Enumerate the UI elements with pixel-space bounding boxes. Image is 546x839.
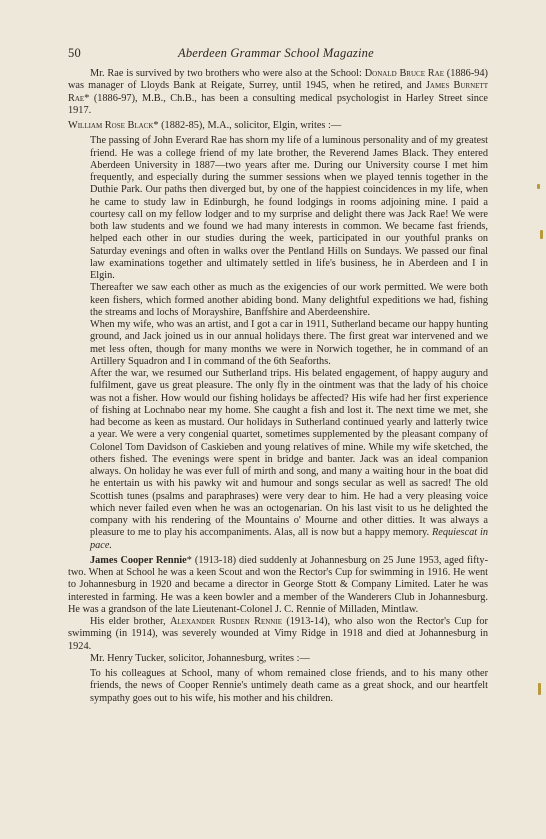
page-number: 50 [68,46,82,60]
quote-paragraph: The passing of John Everard Rae has shorn my life of a luminous personality and of my greatest friend. He was a college friend of my late brother, the Reverend James Black. They entered Aberdeen University in 1887—two years after me. During our University course I met him frequently, and especially during the summer sessions when we played tennis together in the Duthie Park. Our paths then diverged but, by one of the happiest coincidences in my life, when he came to study law in Edinburgh, he found lodgings in rooms adjoining mine. I paid a courtesy call on my fellow lodger and to my surprise and delight there was Jack Rae! We were both law students and we found we had many interests in common. We became fast friends, helped each other in our studies during the week, participated in our youthful pranks on Saturday evenings and often in walks over the Pentland Hills on Sundays. We passed our final law examinations together and ultimately settled in life's business, he in Aberdeen and I in Elgin. [90,135,488,281]
rennie-obituary: James Cooper Rennie* (1913-18) died suddenly at Johannesburg on 25 June 1953, aged fifty-two. When at School he was a keen Scout and won the Rector's Cup for swimming in 1916. He went to Johannesburg in 1920 and became a director in George Stott & Company Limited. Later he was interested in farming. He was a keen bowler and a member of the Wanderers Club in Johannesburg. He was a grandson of the late Lieutenant-Colonel J. C. Rennie of Milladen, Mintlaw. [68,554,488,615]
tucker-intro: Mr. Henry Tucker, solicitor, Johannesburg, writes :— [90,652,310,664]
quote-paragraph: When my wife, who was an artist, and I got a car in 1911, Sutherland became our happy hunting ground, and Jack joined us in our annual holidays there. The first great war intervened and we met less often, though for many months we were in Norwich together, he in command of an Artillery Squadron and I in command of the 6th Seaforths. [90,319,488,367]
person-name: William Rose Black [68,120,154,131]
margin-mark [537,184,540,189]
tucker-quote: To his colleagues at School, many of whom remained close friends, and to his many other friends, the news of Cooper Rennie's untimely death came as a great shock, and our heartfelt sympathy goes out to his wife, his mother and his children. [90,668,488,704]
page-header [68,46,488,64]
brother-paragraph: His elder brother, Alexander Rusden Rennie (1913-14), who also won the Rector's Cup for swimming (in 1914), was severely wounded at Vimy Ridge in 1918 and died at Johannesburg in 1924. [68,616,488,652]
page-body [68,68,488,705]
quote-paragraph: Thereafter we saw each other as much as the exigencies of our work permitted. We were both keen fishers, which formed another abiding bond. Many delightful expeditions we had, fishing the streams and lochs of Morayshire, Banffshire and Aberdeenshire. [90,282,488,318]
running-head: Aberdeen Grammar School Magazine [178,46,374,60]
black-intro: William Rose Black* (1882-85), M.A., solicitor, Elgin, writes :— [68,120,342,131]
margin-mark [538,683,541,695]
latin-closing: Requiescat in pace. [90,527,488,551]
person-name: James Cooper Rennie [90,554,187,566]
person-name: Alexander Rusden Rennie [169,616,282,627]
margin-mark [540,230,543,239]
rae-brothers-paragraph: Mr. Rae is survived by two brothers who were also at the School: Donald Bruce Rae (1886-94) was manager of Lloyds Bank at Reigate, Surrey, until 1945, when he retired, and James Burnett Rae* (1886-97), M.B., Ch.B., has been a consulting medical psychologist in Harley Street since 1917. [68,68,488,116]
person-name: Donald Bruce Rae [364,68,444,79]
quote-paragraph: After the war, we resumed our Sutherland trips. His belated engagement, of happy augury and fulfilment, gave us great pleasure. The only fly in the ointment was that the lady of his choice was not a fisher. How would our fishing holidays be affected? His wife had her first experience of fishing at Lochnabo near my home. She caught a fish and lost it. The next time we met, she had become as keen as mustard. Our holidays in Sutherland continued yearly and latterly twice a year. We were a very congenial quartet, sometimes supplemented by the pleasant company of Colonel Tom Davidson of Caskieben and young relatives of mine. While my wife sketched, the others fished. The evenings were spent in bridge and banter. Jack was an ideal companion always. On holiday he was ever full of mirth and song, and many a waiting hour in the boat did he entertain us with his pawky wit and humour and songs secular as well as sacred! The old Scottish tunes (psalms and paraphrases) were very dear to him. He had a very pleasing voice which never failed even when he was an octogenarian. On his last visit to us he delighted the company with his rendering of the Mountains o' Mourne and other ditties. It was always a pleasure to me to play his accompaniments. Alas, all is now but a happy memory. Requiescat in pace. [90,368,488,551]
person-name: James Burnett Rae [68,80,488,104]
